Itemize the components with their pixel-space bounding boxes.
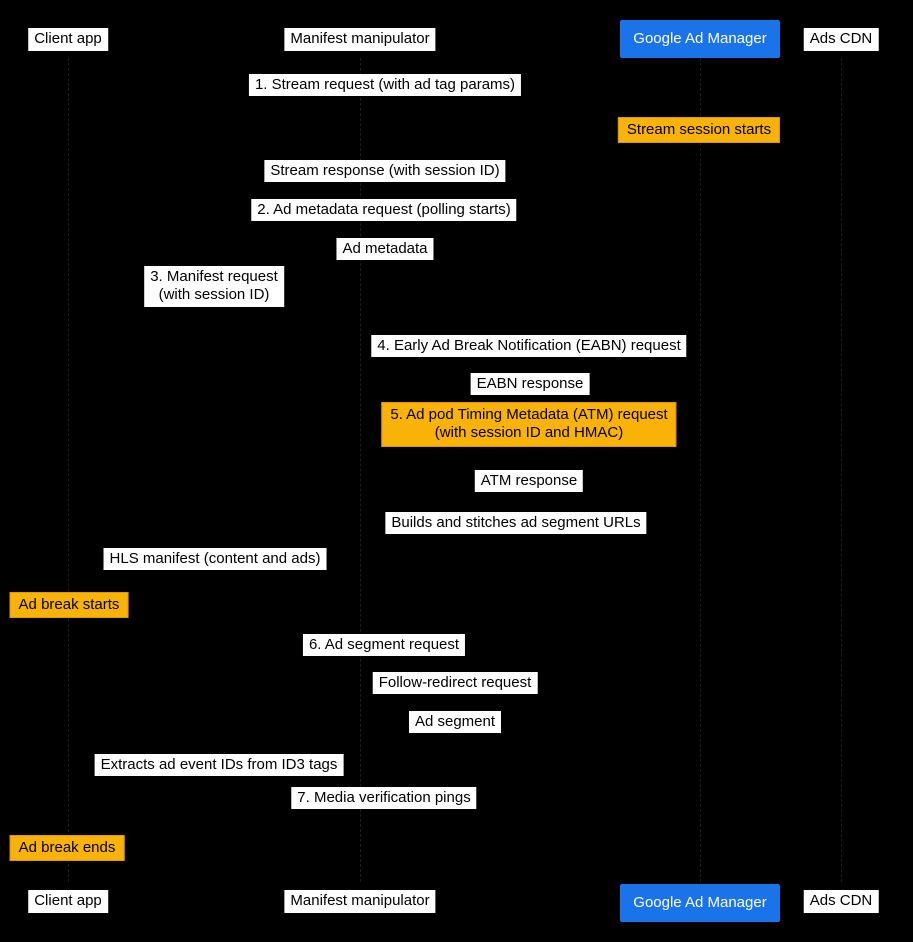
actor-manifest-manipulator-bottom: Manifest manipulator <box>284 890 435 913</box>
note-label <box>381 402 676 447</box>
label-line: Stream session starts <box>626 121 772 138</box>
label-line: Stream response (with session ID) <box>270 162 500 179</box>
actor-client-app-top: Client app <box>28 28 108 51</box>
label-line: 4. Early Ad Break Notification (EABN) request <box>377 337 681 354</box>
message-label <box>471 373 590 395</box>
message-label <box>251 199 516 221</box>
actor-google-ad-manager-top: Google Ad Manager <box>620 20 780 58</box>
label-line: ATM response <box>480 472 578 489</box>
note-label <box>618 117 780 143</box>
label-line: 1. Stream request (with ad tag params) <box>254 76 516 93</box>
label-line: EABN response <box>476 375 584 392</box>
label-line: Follow-redirect request <box>378 674 532 691</box>
message-label <box>249 74 521 96</box>
message-label <box>371 335 686 357</box>
label-line: 3. Manifest request <box>150 268 278 285</box>
message-label <box>385 512 646 534</box>
message-label <box>475 470 583 492</box>
message-label <box>144 266 284 307</box>
label-line: Builds and stitches ad segment URLs <box>391 514 641 531</box>
actor-ads-cdn-bottom: Ads CDN <box>804 890 879 913</box>
message-label <box>409 711 501 733</box>
label-line: (with session ID) <box>158 286 270 304</box>
label-line: 7. Media verification pings <box>297 789 471 806</box>
label-line: (with session ID and HMAC) <box>434 424 624 442</box>
label-line: Ad break starts <box>18 596 120 613</box>
actor-google-ad-manager-bottom: Google Ad Manager <box>620 884 780 922</box>
message-label <box>264 160 505 182</box>
label-line: HLS manifest (content and ads) <box>109 550 321 567</box>
message-label <box>303 634 465 656</box>
label-line: Extracts ad event IDs from ID3 tags <box>100 756 338 773</box>
lifeline-client-app <box>68 58 69 882</box>
label-line: Ad segment <box>414 713 496 730</box>
label-line: Ad break ends <box>18 839 116 856</box>
note-label <box>10 835 125 861</box>
message-label <box>104 548 327 570</box>
message-label <box>336 238 433 260</box>
label-line: 6. Ad segment request <box>308 636 460 653</box>
label-line: 5. Ad pod Timing Metadata (ATM) request <box>390 406 668 423</box>
message-label <box>291 787 476 809</box>
actor-ads-cdn-top: Ads CDN <box>804 28 879 51</box>
note-label <box>10 592 129 618</box>
message-label <box>373 672 538 694</box>
actor-client-app-bottom: Client app <box>28 890 108 913</box>
label-line: 2. Ad metadata request (polling starts) <box>257 201 511 218</box>
lifeline-ads-cdn <box>841 58 842 882</box>
message-label <box>95 754 344 776</box>
label-line: Ad metadata <box>342 240 428 257</box>
actor-manifest-manipulator-top: Manifest manipulator <box>284 28 435 51</box>
lifeline-google-ad-manager <box>700 58 701 882</box>
